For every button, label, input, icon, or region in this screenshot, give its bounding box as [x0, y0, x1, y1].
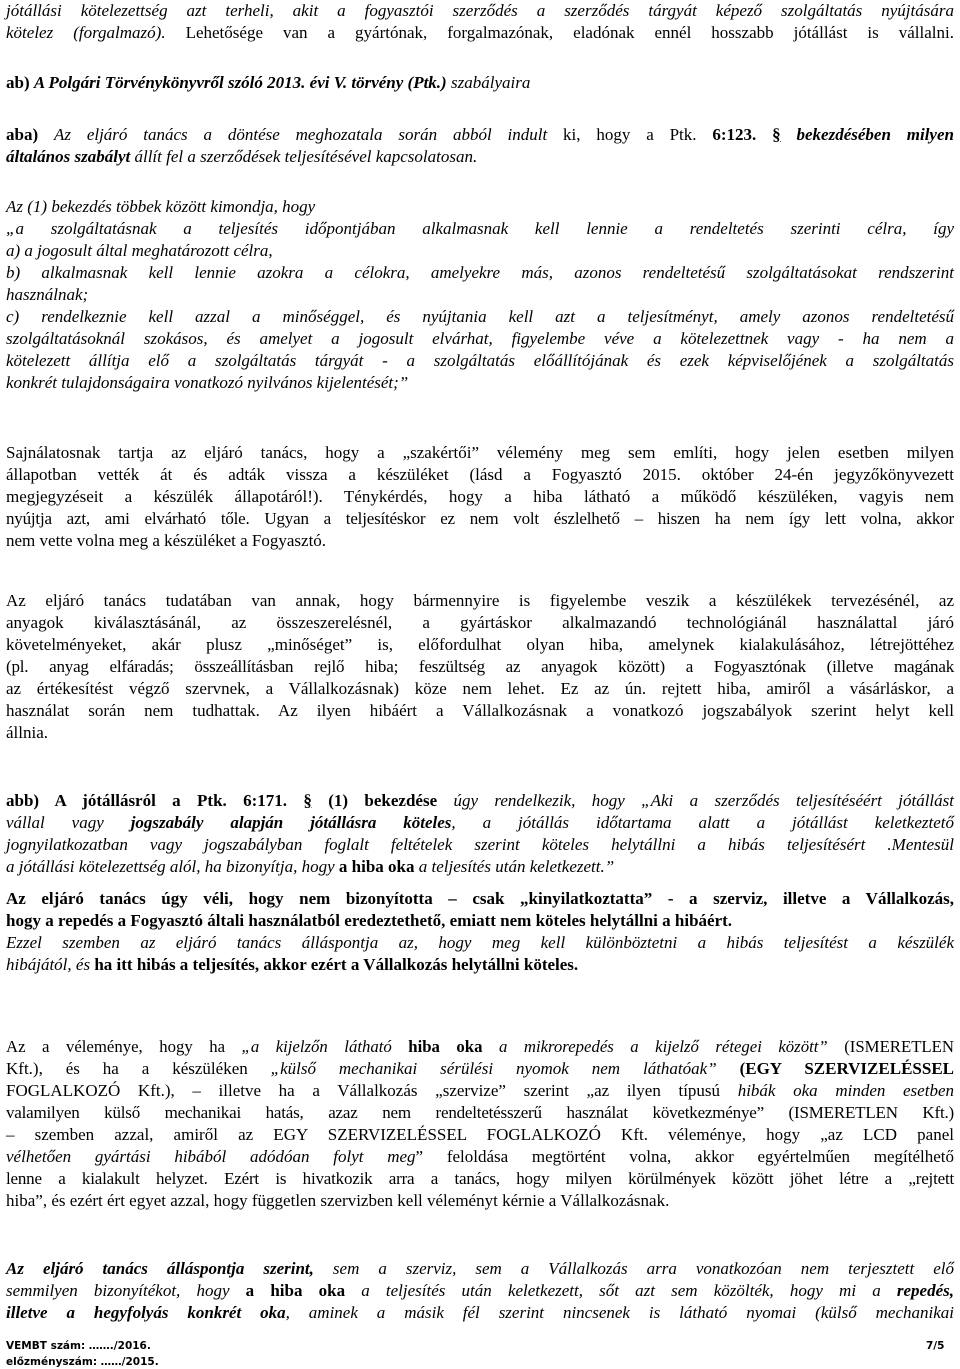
text-line: általános szabályt állít fel a szerződések teljesítésével kapcsolatosan. — [6, 147, 478, 166]
footer-case-number: VEMBT szám: ……./2016. — [6, 1340, 151, 1352]
text-line: lenne a kialakult helyzet. Ezért is hivatkozik arra a tanács, hogy milyen körülmények között jöhet létre a „rejtett — [6, 1169, 954, 1188]
text-line: jótállási kötelezettség azt terheli, akit a fogyasztói szerződés a szerződés tárgyát képező szolgáltatás nyújtására — [6, 1, 954, 20]
text-line: szolgáltatásoknál szokásos, és amelyet a jogosult elvárhat, figyelembe véve a kötelezettnek vagy - ha nem a — [6, 329, 954, 348]
text-line: aba) Az eljáró tanács a döntése meghozatala során abból indult ki, hogy a Ptk. 6:123. § bekezdésében milyen — [6, 125, 954, 144]
text-line: c) rendelkeznie kell azzal a minőséggel, és nyújtania kell azt a teljesítményt, amely azonos rendeltetésű — [6, 307, 954, 326]
paragraph-opinion-display-crack — [6, 1036, 954, 1212]
text-line: követelményeket, akár plusz „minőséget” is, előfordulhat olyan hiba, amelynek kialakulásához, létrejöttéhez — [6, 635, 954, 654]
text-line: nyújtja azt, ami elvárható tőle. Ugyan a teljesítéskor ez nem volt észlelhető – hiszen ha nem így lett volna, akkor — [6, 509, 954, 528]
text-line: használat során nem tudhattak. Az ilyen hibáért a Vállalkozásnak a vonatkozó jogszabályok szerint helyt kell — [6, 701, 954, 720]
text-line: állnia. — [6, 723, 49, 742]
footer-previous-case-number: előzményszám: ……/2015. — [6, 1356, 159, 1368]
section-heading-ab: ab) A Polgári Törvénykönyvről szóló 2013. évi V. törvény (Ptk.) szabályaira — [6, 73, 531, 92]
paragraph-not-proven — [6, 888, 954, 976]
text-line: Kft.), és ha a készüléken „külső mechanikai sérülési nyomok nem láthatóak” (EGY SZERVIZELÉSSEL — [6, 1059, 954, 1078]
text-line: konkrét tulajdonságaira vonatkozó nyilvános kijelentését;” — [6, 373, 409, 392]
text-line: állapotban vették át és adták vissza a készüléket (lásd a Fogyasztó 2015. október 24-én jegyzőkönyvezett — [6, 465, 954, 484]
paragraph-abb-warranty — [6, 790, 954, 878]
paragraph-expert-opinion — [6, 442, 954, 552]
text-line: használnak; — [6, 285, 89, 304]
text-line: kötelezett állítja elő a szolgáltatás tárgyát - a szolgáltatás előállítójának és ezek képviselőjének a szolgáltatás — [6, 351, 954, 370]
text-line: Ezzel szemben az eljáró tanács álláspontja az, hogy meg kell különböztetni a hibás teljesítést a készülék — [6, 933, 954, 952]
text-line: „a szolgáltatásnak a teljesítés időpontjában alkalmasnak kell lennie a rendeltetés szerinti célra, így — [6, 219, 954, 238]
text-line: vállal vagy jogszabály alapján jótállásra köteles, a jótállás időtartama alatt a jótállást keletkeztető — [6, 813, 954, 832]
text-line: Az eljáró tanács úgy véli, hogy nem bizonyította – csak „kinyilatkoztatta” - a szerviz, illetve a Vállalkozás, — [6, 889, 954, 908]
text-line: Az eljáró tanács álláspontja szerint, sem a szerviz, sem a Vállalkozás arra vonatkozóan nem terjesztett elő — [6, 1259, 954, 1278]
paragraph-warranty-intro — [6, 0, 954, 44]
text-line: Sajnálatosnak tartja az eljáró tanács, hogy a „szakértői” vélemény meg sem említi, hogy jelen esetben milyen — [6, 443, 954, 462]
paragraph-aba — [6, 124, 954, 168]
text-line: FOGLALKOZÓ Kft.), – illetve ha a Vállalkozás „szervize” szerint „az ilyen típusú hibák oka minden esetben — [6, 1081, 954, 1100]
text-line: semmilyen bizonyítékot, hogy a hiba oka a teljesítés után keletkezett, sőt azt sem közölték, hogy mi a repedés, — [6, 1281, 954, 1300]
paragraph-position — [6, 1258, 954, 1324]
paragraph-quote-ptk-6-123 — [6, 196, 954, 394]
text-line: vélhetően gyártási hibából adódóan folyt meg” feloldása megtörtént volna, akkor egyértelműen megítélhető — [6, 1147, 954, 1166]
text-line: a jótállási kötelezettség alól, ha bizonyítja, hogy a hiba oka a teljesítés után keletkezett.” — [6, 857, 615, 876]
text-line: Az a véleménye, hogy ha „a kijelzőn látható hiba oka a mikrorepedés a kijelző rétegei között” (ISMERETLEN — [6, 1037, 954, 1056]
text-line: a) a jogosult által meghatározott célra, — [6, 241, 273, 260]
text-line: abb) A jótállásról a Ptk. 6:171. § (1) bekezdése úgy rendelkezik, hogy „Aki a szerződés teljesítéséért jótállást — [6, 791, 954, 810]
text-line: az értékesítést végző szervnek, a Vállalkozásnak) köze nem lehet. Ez az ún. rejtett hiba, amiről a vásárláskor, a — [6, 679, 954, 698]
text-line: (pl. anyag elfáradás; összeállításban rejlő hiba; feszültség az anyagok között) a Fogyasztónak (illetve magának — [6, 657, 954, 676]
text-line: jognyilatkozatban vagy jogszabályban foglalt feltételek szerint köteles helytállni a hibás teljesítésért .Mentesül — [6, 835, 954, 854]
text-line: hiba”, és ezért ért egyet azzal, hogy független szervizben kell véleményt kérnie a Vállalkozásnak. — [6, 1191, 670, 1210]
text-line: Az eljáró tanács tudatában van annak, hogy bármennyire is figyelembe veszik a készülékek tervezésénél, az — [6, 591, 954, 610]
text-line: megjegyzéseit a készülék állapotáról!). Ténykérdés, hogy a hiba látható a működő készüléken, vagyis nem — [6, 487, 954, 506]
paragraph-hidden-defect — [6, 590, 954, 744]
text-line: illetve a hegyfolyás konkrét oka, aminek a másik fél szerint nincsenek is látható nyomai (külső mechanikai — [6, 1303, 954, 1322]
text-line: hogy a repedés a Fogyasztó általi használatból eredeztethető, emiatt nem köteles helytállni a hibáért. — [6, 911, 733, 930]
text-line: valamilyen külső mechanikai hatás, azaz nem rendeltetésszerű használat következménye” (ISMERETLEN Kft.) — [6, 1103, 954, 1122]
text-line: nem vette volna meg a készüléket a Fogyasztó. — [6, 531, 327, 550]
text-line: Az (1) bekezdés többek között kimondja, hogy — [6, 197, 316, 216]
text-line: anyagok kiválasztásánál, az összeszerelésnél, a gyártáskor alkalmazandó technológiánál használattal járó — [6, 613, 954, 632]
page-number: 7/5 — [926, 1340, 945, 1352]
text-line: b) alkalmasnak kell lennie azokra a célokra, amelyekre más, azonos rendeltetésű szolgáltatásokat rendszerint — [6, 263, 954, 282]
text-line: kötelez (forgalmazó). Lehetősége van a gyártónak, forgalmazónak, eladónak ennél hosszabb jótállást is vállalni. — [6, 23, 954, 42]
text-line: – szemben azzal, amiről az EGY SZERVIZELÉSSEL FOGLALKOZÓ Kft. véleménye, hogy „az LCD panel — [6, 1125, 954, 1144]
text-line: hibájától, és ha itt hibás a teljesítés, akkor ezért a Vállalkozás helytállni köteles. — [6, 955, 579, 974]
